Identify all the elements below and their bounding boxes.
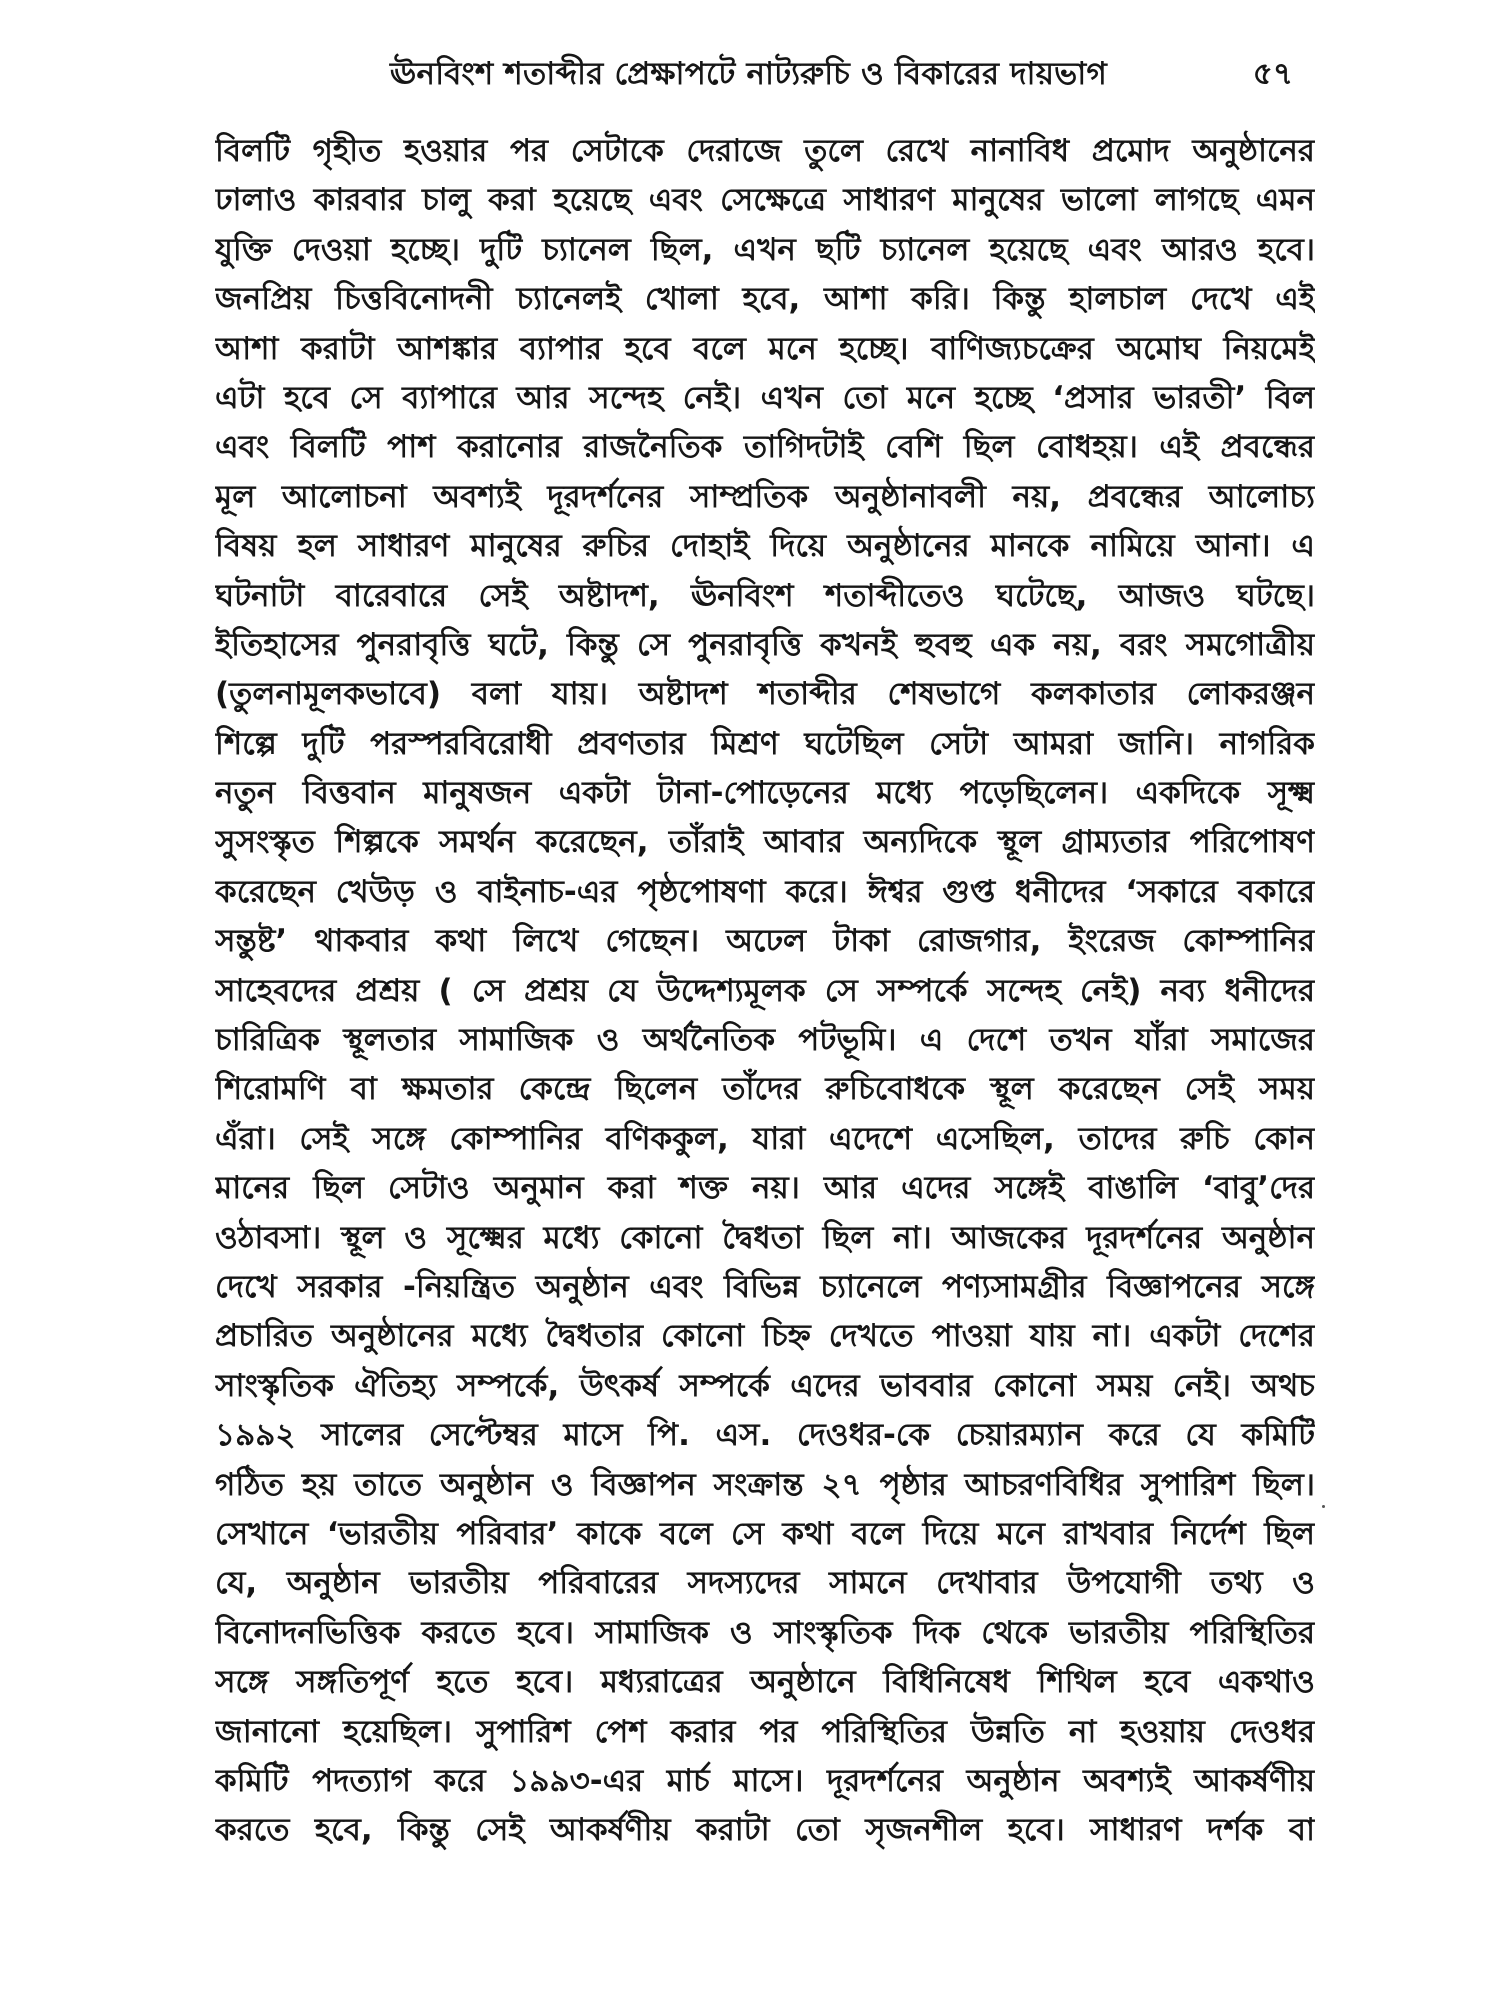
text-line: বিষয় হল সাধারণ মানুষের রুচির দোহাই দিয়ে অনুষ্ঠানের মানকে নামিয়ে আনা। এ [215,528,1315,565]
text-line: আশা করাটা আশঙ্কার ব্যাপার হবে বলে মনে হচ্ছে। বাণিজ্যচক্রের অমোঘ নিয়মেই [215,330,1315,367]
text-line: যে, অনুষ্ঠান ভারতীয় পরিবারের সদস্যদের সামনে দেখাবার উপযোগী তথ্য ও [215,1565,1315,1602]
text-line: নতুন বিত্তবান মানুষজন একটা টানা-পোড়েনের মধ্যে পড়েছিলেন। একদিকে সূক্ষ্ম [215,775,1315,812]
scan-speck [1322,1505,1325,1508]
text-line: জানানো হয়েছিল। সুপারিশ পেশ করার পর পরিস্থিতির উন্নতি না হওয়ায় দেওধর [215,1713,1315,1750]
text-line: করেছেন খেউড় ও বাইনাচ-এর পৃষ্ঠপোষণা করে। ঈশ্বর গুপ্ত ধনীদের ‘সকারে বকারে [215,873,1315,910]
text-line: সঙ্গে সঙ্গতিপূর্ণ হতে হবে। মধ্যরাত্রের অনুষ্ঠানে বিধিনিষেধ শিথিল হবে একথাও [215,1664,1315,1701]
text-line: ওঠাবসা। স্থূল ও সূক্ষ্মের মধ্যে কোনো দ্বৈধতা ছিল না। আজকের দূরদর্শনের অনুষ্ঠান [215,1219,1315,1256]
text-line: চারিত্রিক স্থূলতার সামাজিক ও অর্থনৈতিক পটভূমি। এ দেশে তখন যাঁরা সমাজের [215,1022,1315,1059]
text-line: ঘটনাটা বারেবারে সেই অষ্টাদশ, ঊনবিংশ শতাব্দীতেও ঘটেছে, আজও ঘটছে। [215,577,1315,614]
body-text [215,127,1315,1856]
text-line: কমিটি পদত্যাগ করে ১৯৯৩-এর মার্চ মাসে। দূরদর্শনের অনুষ্ঠান অবশ্যই আকর্ষণীয় [215,1762,1315,1799]
text-line: ইতিহাসের পুনরাবৃত্তি ঘটে, কিন্তু সে পুনরাবৃত্তি কখনই হুবহু এক নয়, বরং সমগোত্রীয় [215,626,1315,663]
text-line: মানের ছিল সেটাও অনুমান করা শক্ত নয়। আর এদের সঙ্গেই বাঙালি ‘বাবু’দের [215,1170,1315,1207]
text-line: সাহেবদের প্রশ্রয় ( সে প্রশ্রয় যে উদ্দেশ্যমূলক সে সম্পর্কে সন্দেহ নেই) নব্য ধনীদের [215,972,1315,1009]
text-line: ১৯৯২ সালের সেপ্টেম্বর মাসে পি. এস. দেওধর-কে চেয়ারম্যান করে যে কমিটি [215,1417,1315,1454]
text-line: বিলটি গৃহীত হওয়ার পর সেটাকে দেরাজে তুলে রেখে নানাবিধ প্রমোদ অনুষ্ঠানের [215,133,1315,169]
text-line: বিনোদনভিত্তিক করতে হবে। সামাজিক ও সাংস্কৃতিক দিক থেকে ভারতীয় পরিস্থিতির [215,1614,1315,1651]
text-line: করতে হবে, কিন্তু সেই আকর্ষণীয় করাটা তো সৃজনশীল হবে। সাধারণ দর্শক বা [215,1812,1315,1849]
page-number: ৫৭ [1252,56,1293,92]
text-line: সুসংস্কৃত শিল্পকে সমর্থন করেছেন, তাঁরাই আবার অন্যদিকে স্থূল গ্রাম্যতার পরিপোষণ [215,824,1315,861]
text-line: সেখানে ‘ভারতীয় পরিবার’ কাকে বলে সে কথা বলে দিয়ে মনে রাখবার নির্দেশ ছিল [215,1515,1315,1552]
text-line: দেখে সরকার -নিয়ন্ত্রিত অনুষ্ঠান এবং বিভিন্ন চ্যানেলে পণ্যসামগ্রীর বিজ্ঞাপনের সঙ্গে [215,1268,1315,1305]
text-line: গঠিত হয় তাতে অনুষ্ঠান ও বিজ্ঞাপন সংক্রান্ত ২৭ পৃষ্ঠার আচরণবিধির সুপারিশ ছিল। [215,1466,1315,1503]
text-line: এঁরা। সেই সঙ্গে কোম্পানির বণিককুল, যারা এদেশে এসেছিল, তাদের রুচি কোন [215,1120,1315,1157]
running-title: ঊনবিংশ শতাব্দীর প্রেক্ষাপটে নাট্যরুচি ও বিকারের দায়ভাগ [390,56,1107,92]
text-line: এবং বিলটি পাশ করানোর রাজনৈতিক তাগিদটাই বেশি ছিল বোধহয়। এই প্রবন্ধের [215,429,1315,466]
text-line: (তুলনামূলকভাবে) বলা যায়। অষ্টাদশ শতাব্দীর শেষভাগে কলকাতার লোকরঞ্জন [215,676,1315,713]
text-line: যুক্তি দেওয়া হচ্ছে। দুটি চ্যানেল ছিল, এখন ছটি চ্যানেল হয়েছে এবং আরও হবে। [215,231,1315,268]
text-line: শিল্পে দুটি পরস্পরবিরোধী প্রবণতার মিশ্রণ ঘটেছিল সেটা আমরা জানি। নাগরিক [215,725,1315,762]
text-line: এটা হবে সে ব্যাপারে আর সন্দেহ নেই। এখন তো মনে হচ্ছে ‘প্রসার ভারতী’ বিল [215,379,1315,416]
text-line: জনপ্রিয় চিত্তবিনোদনী চ্যানেলই খোলা হবে, আশা করি। কিন্তু হালচাল দেখে এই [215,281,1315,318]
text-line: মূল আলোচনা অবশ্যই দূরদর্শনের সাম্প্রতিক অনুষ্ঠানাবলী নয়, প্রবন্ধের আলোচ্য [215,478,1315,515]
page-header [215,44,1315,104]
text-line: ঢালাও কারবার চালু করা হয়েছে এবং সেক্ষেত্রে সাধারণ মানুষের ভালো লাগছে এমন [215,182,1315,219]
text-line: প্রচারিত অনুষ্ঠানের মধ্যে দ্বৈধতার কোনো চিহ্ন দেখতে পাওয়া যায় না। একটা দেশের [215,1318,1315,1355]
text-line: শিরোমণি বা ক্ষমতার কেন্দ্রে ছিলেন তাঁদের রুচিবোধকে স্থূল করেছেন সেই সময় [215,1071,1315,1108]
text-line: সাংস্কৃতিক ঐতিহ্য সম্পর্কে, উৎকর্ষ সম্পর্কে এদের ভাববার কোনো সময় নেই। অথচ [215,1367,1315,1404]
text-line: সন্তুষ্ট’ থাকবার কথা লিখে গেছেন। অঢেল টাকা রোজগার, ইংরেজ কোম্পানির [215,923,1315,960]
